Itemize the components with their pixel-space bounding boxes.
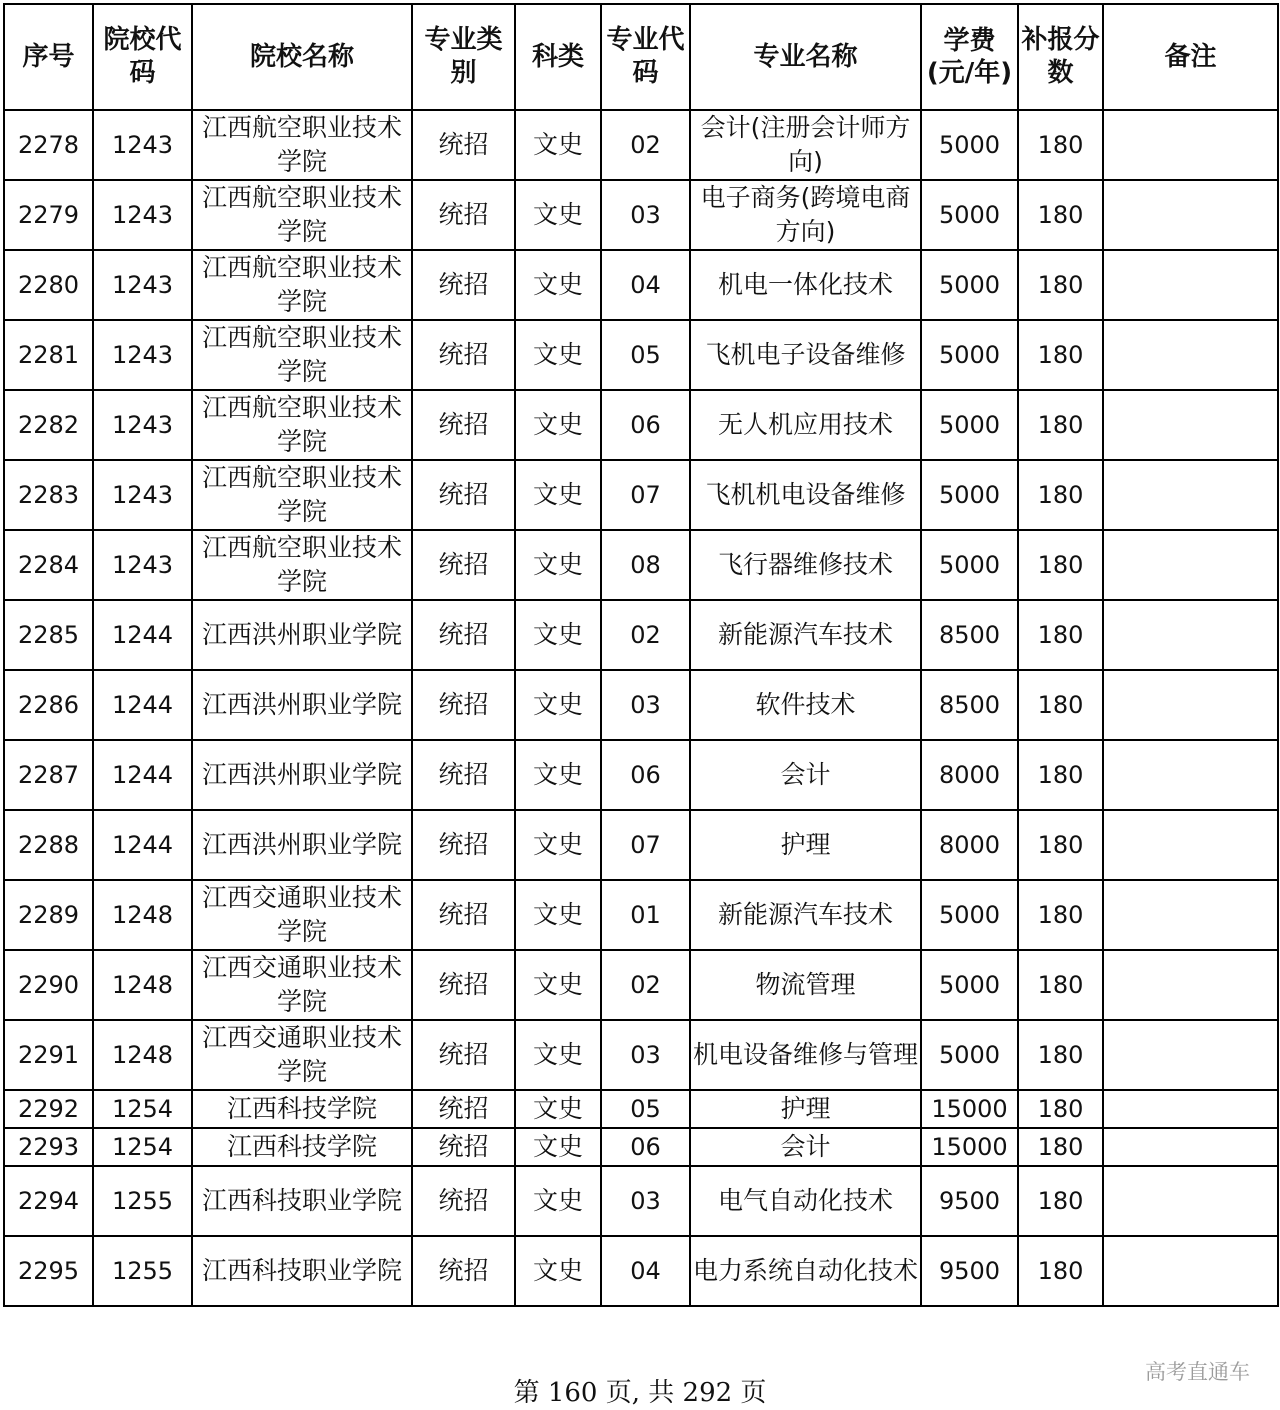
cell-category: 统招 <box>412 810 515 880</box>
cell-subject: 文史 <box>515 1236 601 1306</box>
cell-note <box>1103 880 1278 950</box>
cell-school-name: 江西航空职业技术学院 <box>192 110 412 180</box>
cell-school-name: 江西航空职业技术学院 <box>192 320 412 390</box>
cell-subject: 文史 <box>515 460 601 530</box>
cell-school-code: 1255 <box>93 1166 192 1236</box>
table-row <box>4 460 1278 530</box>
table-row <box>4 950 1278 1020</box>
table-body <box>4 110 1278 1306</box>
cell-school-code: 1243 <box>93 390 192 460</box>
cell-major-name: 软件技术 <box>690 670 921 740</box>
admission-table <box>3 3 1279 1307</box>
header-row <box>4 4 1278 110</box>
cell-major-name: 电气自动化技术 <box>690 1166 921 1236</box>
cell-category: 统招 <box>412 320 515 390</box>
table-row <box>4 670 1278 740</box>
cell-category: 统招 <box>412 1090 515 1128</box>
table-row <box>4 1090 1278 1128</box>
cell-subject: 文史 <box>515 530 601 600</box>
cell-school-name: 江西洪州职业学院 <box>192 670 412 740</box>
cell-school-code: 1255 <box>93 1236 192 1306</box>
cell-fee: 8000 <box>921 810 1018 880</box>
cell-seq: 2295 <box>4 1236 93 1306</box>
cell-major-code: 06 <box>601 1128 690 1166</box>
cell-major-code: 02 <box>601 950 690 1020</box>
cell-note <box>1103 1020 1278 1090</box>
cell-school-code: 1248 <box>93 1020 192 1090</box>
cell-school-code: 1243 <box>93 180 192 250</box>
cell-category: 统招 <box>412 670 515 740</box>
cell-school-code: 1243 <box>93 460 192 530</box>
cell-fee: 15000 <box>921 1128 1018 1166</box>
cell-school-code: 1244 <box>93 670 192 740</box>
cell-category: 统招 <box>412 1020 515 1090</box>
cell-seq: 2282 <box>4 390 93 460</box>
cell-subject: 文史 <box>515 180 601 250</box>
cell-school-name: 江西交通职业技术学院 <box>192 1020 412 1090</box>
cell-major-code: 04 <box>601 250 690 320</box>
cell-seq: 2291 <box>4 1020 93 1090</box>
cell-note <box>1103 460 1278 530</box>
cell-score: 180 <box>1018 810 1103 880</box>
cell-subject: 文史 <box>515 670 601 740</box>
cell-score: 180 <box>1018 530 1103 600</box>
cell-school-name: 江西科技职业学院 <box>192 1236 412 1306</box>
cell-seq: 2279 <box>4 180 93 250</box>
cell-seq: 2288 <box>4 810 93 880</box>
cell-school-code: 1254 <box>93 1128 192 1166</box>
cell-category: 统招 <box>412 250 515 320</box>
cell-subject: 文史 <box>515 810 601 880</box>
cell-major-name: 飞机机电设备维修 <box>690 460 921 530</box>
cell-score: 180 <box>1018 600 1103 670</box>
table-row <box>4 1020 1278 1090</box>
cell-note <box>1103 810 1278 880</box>
table-row <box>4 1166 1278 1236</box>
cell-seq: 2278 <box>4 110 93 180</box>
table-row <box>4 180 1278 250</box>
cell-note <box>1103 180 1278 250</box>
cell-note <box>1103 320 1278 390</box>
cell-note <box>1103 670 1278 740</box>
watermark: 高考直通车 <box>1145 1360 1250 1384</box>
cell-major-name: 新能源汽车技术 <box>690 600 921 670</box>
cell-major-code: 03 <box>601 1020 690 1090</box>
header-seq: 序号 <box>4 4 93 110</box>
cell-note <box>1103 1236 1278 1306</box>
cell-major-code: 02 <box>601 600 690 670</box>
cell-score: 180 <box>1018 950 1103 1020</box>
cell-major-name: 机电设备维修与管理 <box>690 1020 921 1090</box>
cell-school-code: 1243 <box>93 530 192 600</box>
cell-note <box>1103 110 1278 180</box>
cell-score: 180 <box>1018 250 1103 320</box>
header-school-code: 院校代码 <box>93 4 192 110</box>
cell-score: 180 <box>1018 180 1103 250</box>
cell-school-code: 1248 <box>93 880 192 950</box>
cell-note <box>1103 950 1278 1020</box>
cell-fee: 5000 <box>921 1020 1018 1090</box>
header-fee: 学费(元/年) <box>921 4 1018 110</box>
cell-major-name: 飞行器维修技术 <box>690 530 921 600</box>
cell-subject: 文史 <box>515 320 601 390</box>
cell-major-code: 01 <box>601 880 690 950</box>
cell-major-name: 无人机应用技术 <box>690 390 921 460</box>
cell-major-name: 新能源汽车技术 <box>690 880 921 950</box>
cell-seq: 2294 <box>4 1166 93 1236</box>
table-row <box>4 110 1278 180</box>
header-note: 备注 <box>1103 4 1278 110</box>
cell-category: 统招 <box>412 1166 515 1236</box>
cell-note <box>1103 250 1278 320</box>
cell-fee: 8500 <box>921 600 1018 670</box>
cell-score: 180 <box>1018 390 1103 460</box>
table-row <box>4 740 1278 810</box>
header-score: 补报分数 <box>1018 4 1103 110</box>
cell-major-code: 02 <box>601 110 690 180</box>
cell-fee: 5000 <box>921 250 1018 320</box>
table-row <box>4 530 1278 600</box>
cell-major-name: 会计(注册会计师方向) <box>690 110 921 180</box>
cell-major-name: 电子商务(跨境电商方向) <box>690 180 921 250</box>
cell-category: 统招 <box>412 1236 515 1306</box>
cell-score: 180 <box>1018 460 1103 530</box>
cell-major-name: 护理 <box>690 1090 921 1128</box>
cell-score: 180 <box>1018 1236 1103 1306</box>
cell-fee: 5000 <box>921 530 1018 600</box>
cell-major-code: 03 <box>601 1166 690 1236</box>
cell-category: 统招 <box>412 530 515 600</box>
cell-major-name: 会计 <box>690 1128 921 1166</box>
cell-subject: 文史 <box>515 600 601 670</box>
cell-school-name: 江西交通职业技术学院 <box>192 950 412 1020</box>
cell-school-name: 江西洪州职业学院 <box>192 740 412 810</box>
cell-category: 统招 <box>412 880 515 950</box>
cell-note <box>1103 390 1278 460</box>
cell-major-code: 08 <box>601 530 690 600</box>
cell-school-code: 1244 <box>93 810 192 880</box>
cell-school-code: 1254 <box>93 1090 192 1128</box>
header-category: 专业类别 <box>412 4 515 110</box>
cell-note <box>1103 530 1278 600</box>
cell-category: 统招 <box>412 1128 515 1166</box>
cell-fee: 15000 <box>921 1090 1018 1128</box>
cell-major-name: 会计 <box>690 740 921 810</box>
cell-fee: 5000 <box>921 950 1018 1020</box>
cell-school-name: 江西航空职业技术学院 <box>192 390 412 460</box>
table-row <box>4 1128 1278 1166</box>
cell-score: 180 <box>1018 110 1103 180</box>
cell-score: 180 <box>1018 1020 1103 1090</box>
table-row <box>4 880 1278 950</box>
cell-seq: 2290 <box>4 950 93 1020</box>
cell-subject: 文史 <box>515 1020 601 1090</box>
header-school-name: 院校名称 <box>192 4 412 110</box>
cell-major-code: 03 <box>601 180 690 250</box>
cell-subject: 文史 <box>515 110 601 180</box>
cell-major-code: 03 <box>601 670 690 740</box>
cell-major-name: 机电一体化技术 <box>690 250 921 320</box>
cell-major-code: 04 <box>601 1236 690 1306</box>
cell-subject: 文史 <box>515 1166 601 1236</box>
cell-school-name: 江西洪州职业学院 <box>192 600 412 670</box>
cell-seq: 2287 <box>4 740 93 810</box>
cell-seq: 2292 <box>4 1090 93 1128</box>
header-major-code: 专业代码 <box>601 4 690 110</box>
cell-major-code: 07 <box>601 460 690 530</box>
cell-subject: 文史 <box>515 250 601 320</box>
header-major-name: 专业名称 <box>690 4 921 110</box>
cell-school-name: 江西航空职业技术学院 <box>192 460 412 530</box>
cell-note <box>1103 1090 1278 1128</box>
cell-score: 180 <box>1018 1090 1103 1128</box>
cell-fee: 5000 <box>921 110 1018 180</box>
table-row <box>4 1236 1278 1306</box>
cell-subject: 文史 <box>515 390 601 460</box>
cell-score: 180 <box>1018 880 1103 950</box>
cell-fee: 5000 <box>921 880 1018 950</box>
cell-fee: 9500 <box>921 1236 1018 1306</box>
cell-note <box>1103 1166 1278 1236</box>
cell-school-name: 江西科技学院 <box>192 1128 412 1166</box>
cell-score: 180 <box>1018 1166 1103 1236</box>
cell-fee: 5000 <box>921 180 1018 250</box>
cell-school-name: 江西科技学院 <box>192 1090 412 1128</box>
cell-school-name: 江西交通职业技术学院 <box>192 880 412 950</box>
cell-subject: 文史 <box>515 880 601 950</box>
page-number: 第 160 页, 共 292 页 <box>513 1378 767 1408</box>
cell-score: 180 <box>1018 1128 1103 1166</box>
cell-fee: 8000 <box>921 740 1018 810</box>
cell-note <box>1103 600 1278 670</box>
table-row <box>4 320 1278 390</box>
cell-subject: 文史 <box>515 740 601 810</box>
cell-major-name: 物流管理 <box>690 950 921 1020</box>
cell-seq: 2280 <box>4 250 93 320</box>
cell-fee: 5000 <box>921 460 1018 530</box>
cell-major-code: 05 <box>601 1090 690 1128</box>
cell-school-name: 江西航空职业技术学院 <box>192 180 412 250</box>
cell-major-name: 电力系统自动化技术 <box>690 1236 921 1306</box>
cell-school-code: 1248 <box>93 950 192 1020</box>
cell-major-code: 06 <box>601 390 690 460</box>
cell-category: 统招 <box>412 600 515 670</box>
cell-school-code: 1244 <box>93 740 192 810</box>
cell-major-code: 07 <box>601 810 690 880</box>
cell-note <box>1103 740 1278 810</box>
cell-subject: 文史 <box>515 1090 601 1128</box>
cell-score: 180 <box>1018 740 1103 810</box>
cell-fee: 9500 <box>921 1166 1018 1236</box>
cell-fee: 5000 <box>921 320 1018 390</box>
cell-category: 统招 <box>412 950 515 1020</box>
cell-seq: 2289 <box>4 880 93 950</box>
table-row <box>4 810 1278 880</box>
cell-school-code: 1243 <box>93 110 192 180</box>
cell-major-code: 05 <box>601 320 690 390</box>
table-row <box>4 600 1278 670</box>
table-row <box>4 390 1278 460</box>
table-row <box>4 250 1278 320</box>
cell-category: 统招 <box>412 740 515 810</box>
cell-school-name: 江西航空职业技术学院 <box>192 250 412 320</box>
cell-seq: 2284 <box>4 530 93 600</box>
cell-category: 统招 <box>412 390 515 460</box>
cell-score: 180 <box>1018 670 1103 740</box>
header-subject: 科类 <box>515 4 601 110</box>
cell-major-name: 飞机电子设备维修 <box>690 320 921 390</box>
cell-school-name: 江西航空职业技术学院 <box>192 530 412 600</box>
cell-category: 统招 <box>412 460 515 530</box>
cell-fee: 8500 <box>921 670 1018 740</box>
cell-seq: 2286 <box>4 670 93 740</box>
cell-seq: 2283 <box>4 460 93 530</box>
cell-school-name: 江西洪州职业学院 <box>192 810 412 880</box>
cell-school-code: 1243 <box>93 320 192 390</box>
cell-school-code: 1244 <box>93 600 192 670</box>
cell-seq: 2281 <box>4 320 93 390</box>
cell-subject: 文史 <box>515 950 601 1020</box>
cell-category: 统招 <box>412 180 515 250</box>
cell-school-code: 1243 <box>93 250 192 320</box>
cell-score: 180 <box>1018 320 1103 390</box>
cell-fee: 5000 <box>921 390 1018 460</box>
cell-category: 统招 <box>412 110 515 180</box>
cell-school-name: 江西科技职业学院 <box>192 1166 412 1236</box>
cell-seq: 2293 <box>4 1128 93 1166</box>
cell-major-name: 护理 <box>690 810 921 880</box>
cell-subject: 文史 <box>515 1128 601 1166</box>
cell-seq: 2285 <box>4 600 93 670</box>
cell-major-code: 06 <box>601 740 690 810</box>
cell-note <box>1103 1128 1278 1166</box>
